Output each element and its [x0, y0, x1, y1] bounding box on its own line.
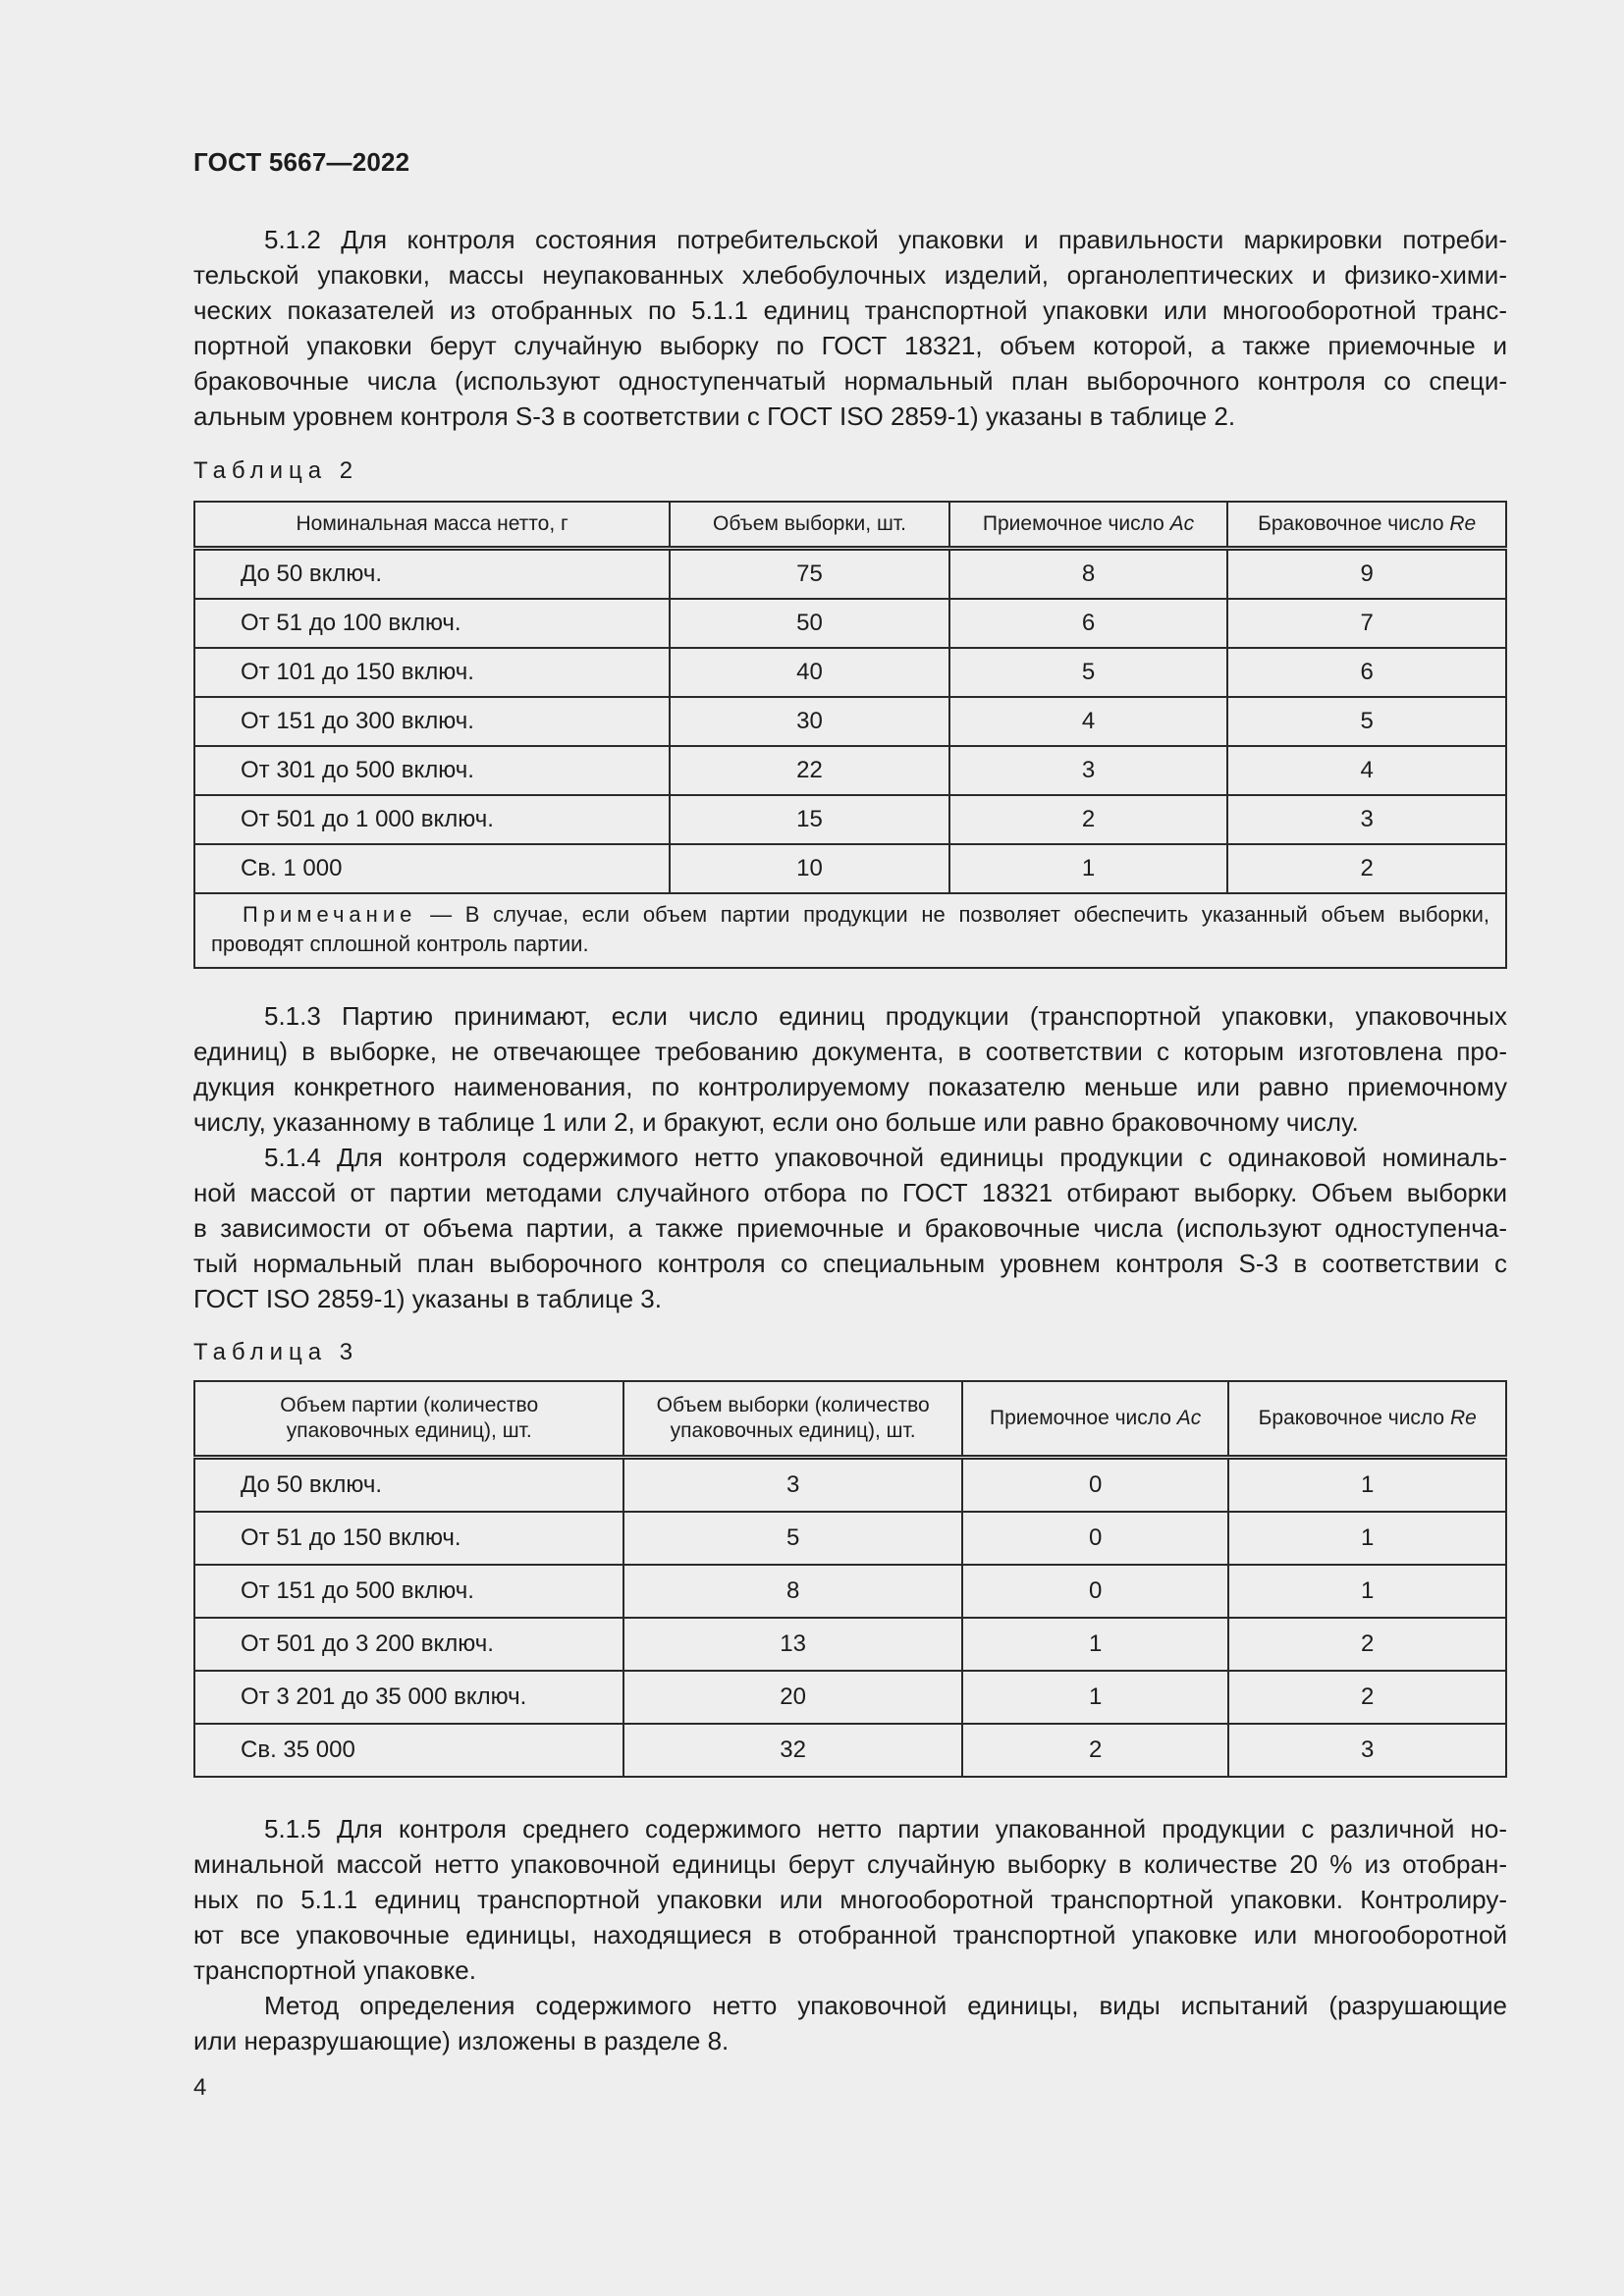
table-cell: 1	[1228, 1512, 1506, 1565]
paragraph-text	[193, 1140, 1507, 1316]
table-cell: От 51 до 150 включ.	[194, 1512, 623, 1565]
text-line: тельской упаковки, массы неупакованных хлебобулочных изделий, органолептических и физико-хими-	[193, 260, 1507, 290]
table-row	[194, 1724, 1506, 1777]
table-cell: 0	[962, 1565, 1229, 1618]
table-cell: Св. 35 000	[194, 1724, 623, 1777]
table-cell: 3	[1228, 1724, 1506, 1777]
text-line: 5.1.5 Для контроля среднего содержимого нетто партии упакованной продукции с различной но-	[264, 1814, 1507, 1843]
note-label: Примечание	[243, 902, 417, 927]
table-cell: От 3 201 до 35 000 включ.	[194, 1671, 623, 1724]
table-cell: От 301 до 500 включ.	[194, 746, 670, 795]
table-cell: 8	[949, 549, 1228, 600]
header-label: Приемочное число	[982, 512, 1170, 535]
header-label: Браковочное число	[1258, 1407, 1450, 1429]
text-line: 5.1.4 Для контроля содержимого нетто упаковочной единицы продукции с одинаковой номиналь-	[264, 1143, 1507, 1172]
table-header-row	[194, 1381, 1506, 1458]
table-cell: От 51 до 100 включ.	[194, 599, 670, 648]
table-cell: 50	[670, 599, 949, 648]
text-line: портной упаковки берут случайную выборку по ГОСТ 18321, объем которой, а также приемочные и	[193, 331, 1507, 360]
table-cell: 75	[670, 549, 949, 600]
table-row	[194, 746, 1506, 795]
table-cell: 2	[1227, 844, 1506, 893]
table-2	[193, 501, 1507, 969]
column-header	[962, 1381, 1229, 1458]
table-cell: До 50 включ.	[194, 549, 670, 600]
text-line: ГОСТ ISO 2859-1) указаны в таблице 3.	[193, 1284, 662, 1313]
table-row	[194, 599, 1506, 648]
text-line: 5.1.3 Партию принимают, если число единиц продукции (транспортной упаковки, упаковочных	[264, 1001, 1507, 1031]
column-header: Номинальная масса нетто, г	[194, 502, 670, 549]
table-cell: От 151 до 300 включ.	[194, 697, 670, 746]
header-symbol: Re	[1449, 512, 1477, 535]
table-cell: 3	[949, 746, 1228, 795]
paragraph-5-1-4	[193, 1140, 1507, 1316]
column-header	[1227, 502, 1506, 549]
header-label: Приемочное число	[990, 1407, 1177, 1429]
table-row	[194, 1671, 1506, 1724]
table-row	[194, 549, 1506, 600]
column-header	[1228, 1381, 1506, 1458]
table-row	[194, 795, 1506, 844]
table-cell: 1	[962, 1671, 1229, 1724]
table-cell: 1	[1228, 1565, 1506, 1618]
table-cell: 3	[623, 1458, 962, 1513]
text-line: или неразрушающие) изложены в разделе 8.	[193, 2026, 730, 2056]
paragraph-method	[193, 1988, 1507, 2058]
page-number: 4	[193, 2074, 207, 2101]
paragraph-text	[193, 1988, 1507, 2058]
table-cell: От 501 до 1 000 включ.	[194, 795, 670, 844]
table-cell: 32	[623, 1724, 962, 1777]
note-text: — В случае, если объем партии продукции не позволяет обеспечить указанный объем выборки, проводят сплошной контроль партии.	[211, 902, 1489, 956]
table-cell: 4	[949, 697, 1228, 746]
table-cell: 5	[949, 648, 1228, 697]
table-cell: 6	[949, 599, 1228, 648]
table-note	[194, 893, 1506, 968]
text-line: 5.1.2 Для контроля состояния потребительской упаковки и правильности маркировки потреби-	[264, 225, 1507, 254]
text-line: тый нормальный план выборочного контроля со специальным уровнем контроля S-3 в соответствии с	[193, 1249, 1507, 1278]
table-cell: 8	[623, 1565, 962, 1618]
text-line: числу, указанному в таблице 1 или 2, и бракуют, если оно больше или равно браковочному числу.	[193, 1107, 1359, 1137]
text-line: браковочные числа (используют одноступенчатый нормальный план выборочного контроля со специ-	[193, 366, 1507, 396]
table-2-caption: Таблица 2	[193, 457, 359, 484]
text-line: минальной массой нетто упаковочной единицы берут случайную выборку в количестве 20 % из отобран-	[193, 1849, 1507, 1879]
table-cell: 15	[670, 795, 949, 844]
text-line: транспортной упаковке.	[193, 1955, 476, 1985]
column-header: Объем партии (количество упаковочных единиц), шт.	[194, 1381, 623, 1458]
table-3	[193, 1380, 1507, 1778]
table-row	[194, 1512, 1506, 1565]
table-cell: До 50 включ.	[194, 1458, 623, 1513]
table-cell: 9	[1227, 549, 1506, 600]
paragraph-5-1-3	[193, 998, 1507, 1140]
header-label: Браковочное число	[1258, 512, 1450, 535]
table-row	[194, 1458, 1506, 1513]
table-cell: 22	[670, 746, 949, 795]
table-row	[194, 1565, 1506, 1618]
table-cell: 30	[670, 697, 949, 746]
paragraph-text	[193, 1811, 1507, 1988]
text-line: альным уровнем контроля S-3 в соответствии с ГОСТ ISO 2859-1) указаны в таблице 2.	[193, 401, 1236, 431]
paragraph-text	[193, 998, 1507, 1140]
table-cell: 1	[962, 1618, 1229, 1671]
table-header-row	[194, 502, 1506, 549]
text-line: ных по 5.1.1 единиц транспортной упаковки или многооборотной транспортной упаковки. Контролиру-	[193, 1885, 1507, 1914]
table-note-row	[194, 893, 1506, 968]
header-symbol: Re	[1449, 1407, 1477, 1429]
table-cell: 4	[1227, 746, 1506, 795]
text-line: в зависимости от объема партии, а также приемочные и браковочные числа (используют одноступенча-	[193, 1213, 1507, 1243]
table-cell: 2	[1228, 1671, 1506, 1724]
table-cell: 2	[962, 1724, 1229, 1777]
table-cell: 10	[670, 844, 949, 893]
column-header	[949, 502, 1228, 549]
table-cell: 2	[949, 795, 1228, 844]
table-cell: От 501 до 3 200 включ.	[194, 1618, 623, 1671]
table-cell: 7	[1227, 599, 1506, 648]
header-symbol: Ac	[1169, 512, 1195, 535]
table-row	[194, 697, 1506, 746]
table-row	[194, 648, 1506, 697]
table-cell: 40	[670, 648, 949, 697]
text-line: ной массой от партии методами случайного отбора по ГОСТ 18321 отбирают выборку. Объем выборки	[193, 1178, 1507, 1207]
table-cell: От 151 до 500 включ.	[194, 1565, 623, 1618]
table-row	[194, 844, 1506, 893]
column-header: Объем выборки, шт.	[670, 502, 949, 549]
document-header: ГОСТ 5667—2022	[193, 147, 410, 177]
table-cell: 5	[1227, 697, 1506, 746]
table-row	[194, 1618, 1506, 1671]
table-cell: 6	[1227, 648, 1506, 697]
table-3-caption: Таблица 3	[193, 1339, 359, 1365]
table-cell: От 101 до 150 включ.	[194, 648, 670, 697]
table-cell: 0	[962, 1458, 1229, 1513]
table-cell: 5	[623, 1512, 962, 1565]
table-cell: 13	[623, 1618, 962, 1671]
table-cell: 1	[949, 844, 1228, 893]
table-cell: 2	[1228, 1618, 1506, 1671]
header-symbol: Ac	[1176, 1407, 1202, 1429]
paragraph-5-1-5	[193, 1811, 1507, 1988]
paragraph-text	[193, 222, 1507, 434]
text-line: единиц) в выборке, не отвечающее требованию документа, в соответствии с которым изготовлена про-	[193, 1037, 1507, 1066]
text-line: дукция конкретного наименования, по контролируемому показателю меньше или равно приемочному	[193, 1072, 1507, 1101]
table-cell: 1	[1228, 1458, 1506, 1513]
table-cell: 3	[1227, 795, 1506, 844]
paragraph-5-1-2	[193, 222, 1507, 434]
text-line: ческих показателей из отобранных по 5.1.1 единиц транспортной упаковки или многооборотной транс-	[193, 295, 1507, 325]
text-line: ют все упаковочные единицы, находящиеся в отобранной транспортной упаковке или многооборотной	[193, 1920, 1507, 1949]
table-cell: 0	[962, 1512, 1229, 1565]
text-line: Метод определения содержимого нетто упаковочной единицы, виды испытаний (разрушающие	[264, 1991, 1507, 2020]
column-header: Объем выборки (количество упаковочных единиц), шт.	[623, 1381, 962, 1458]
table-cell: Св. 1 000	[194, 844, 670, 893]
table-cell: 20	[623, 1671, 962, 1724]
